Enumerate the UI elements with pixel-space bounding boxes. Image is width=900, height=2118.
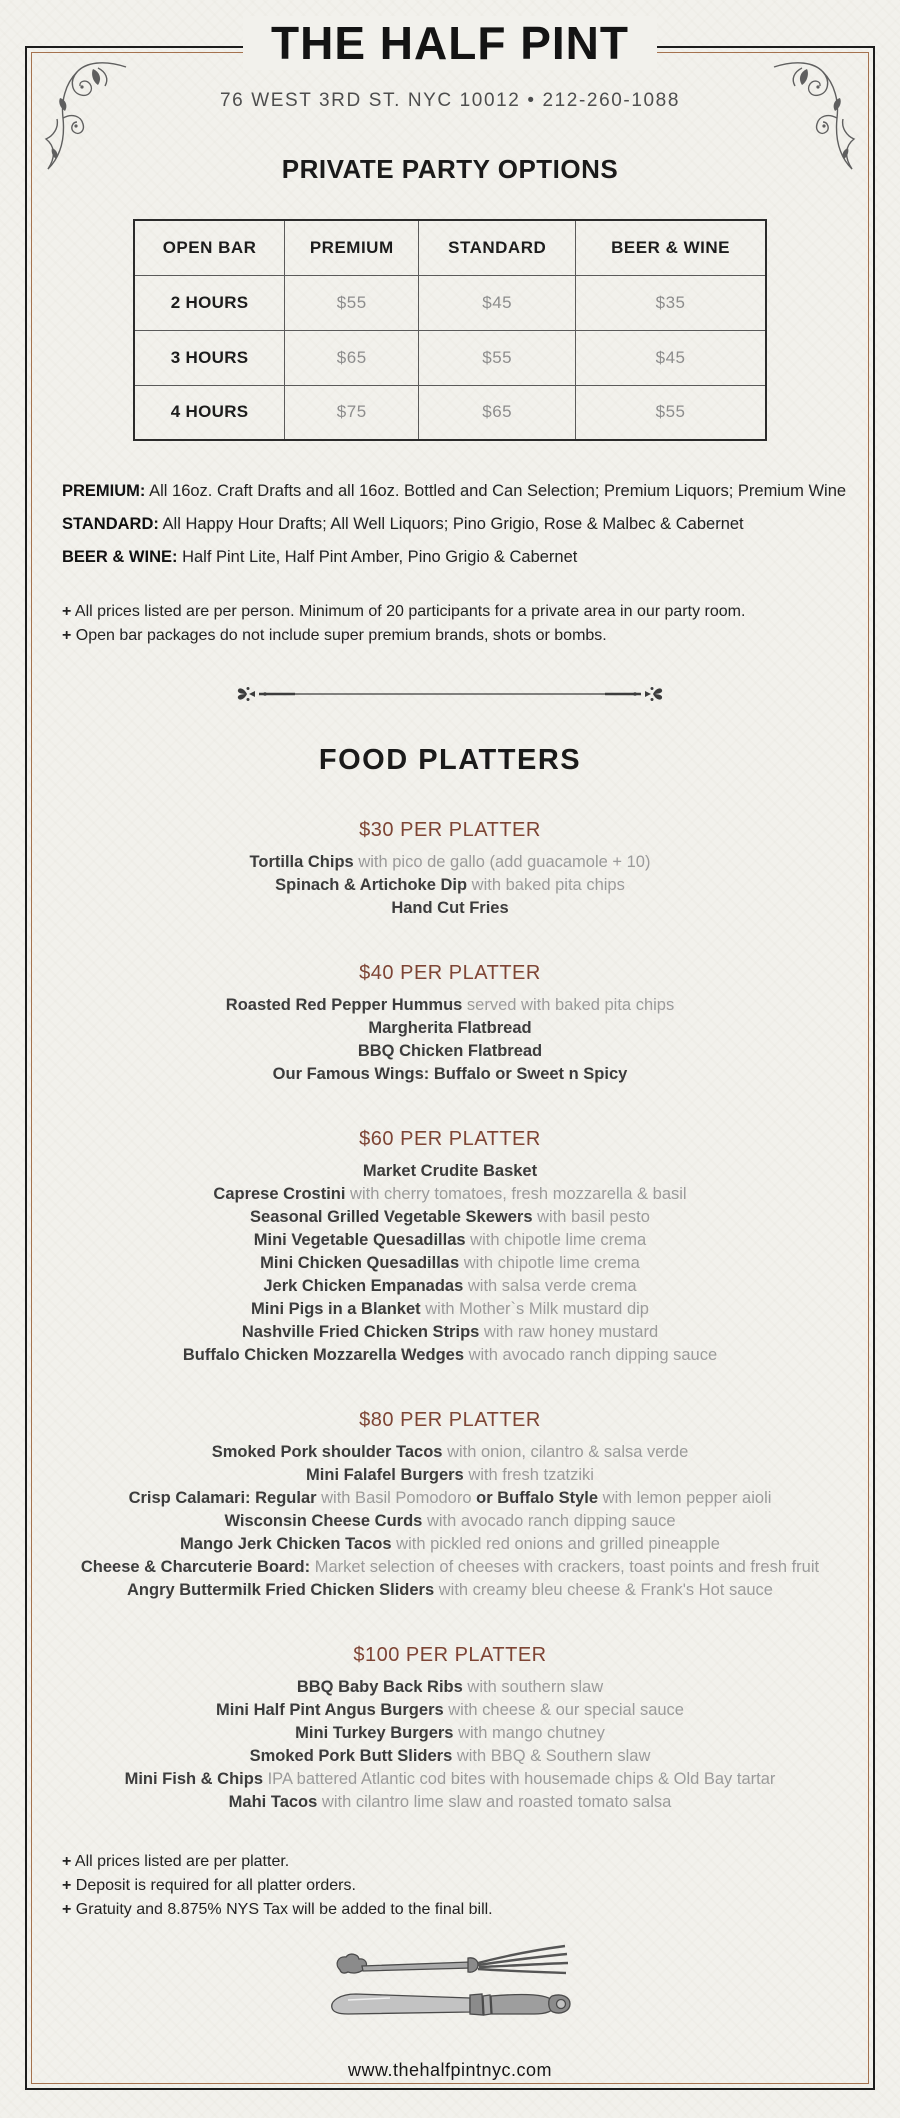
item-description: with chipotle lime crema [459,1254,640,1272]
platter-item [0,1676,900,1699]
platter-section [0,819,900,920]
platter-item [0,1183,900,1206]
plus-marker: + [62,603,72,620]
item-name: Mini Turkey Burgers [295,1724,454,1742]
item-description: with pico de gallo (add guacamole + 10) [353,853,651,871]
note-line: + Gratuity and 8.875% NYS Tax will be added to the final bill. [62,1901,493,1918]
table-row [134,275,766,330]
platter-item [0,1040,900,1063]
item-name: Jerk Chicken Empanadas [263,1277,464,1295]
item-name: Wisconsin Cheese Curds [224,1512,423,1530]
platter-item [0,1275,900,1298]
item-name: Smoked Pork Butt Sliders [249,1747,453,1765]
platter-item [0,1441,900,1464]
item-name: Mahi Tacos [228,1793,318,1811]
item-name: Tortilla Chips [249,853,354,871]
item-description: with salsa verde crema [463,1277,637,1295]
item-name: Mini Chicken Quesadillas [260,1254,460,1272]
platter-item [0,897,900,920]
table-price-cell: $45 [576,330,766,385]
table-price-cell: $55 [419,330,576,385]
platter-item-list [0,1441,900,1602]
item-description: with cilantro lime slaw and roasted tomato salsa [317,1793,672,1811]
plus-marker: + [62,1877,72,1894]
table-header-cell: STANDARD [419,220,576,275]
platter-price-heading: $40 PER PLATTER [359,962,541,984]
platter-item [0,1533,900,1556]
item-name: Mini Pigs in a Blanket [251,1300,421,1318]
item-name: Seasonal Grilled Vegetable Skewers [250,1208,533,1226]
table-price-cell: $45 [419,275,576,330]
platter-price-heading: $30 PER PLATTER [359,819,541,841]
item-name: or Buffalo Style [476,1489,599,1507]
item-name: BBQ Baby Back Ribs [296,1678,463,1696]
item-description: with Basil Pomodoro [316,1489,477,1507]
package-description-line: STANDARD: All Happy Hour Drafts; All Well Liquors; Pino Grigio, Rose & Malbec & Cabernet [62,515,744,533]
platter-item [0,874,900,897]
item-description: with fresh tzatziki [463,1466,594,1484]
note-line: + Deposit is required for all platter orders. [62,1877,356,1894]
plus-marker: + [62,1901,72,1918]
restaurant-title: THE HALF PINT [243,16,657,70]
item-name: BBQ Chicken Flatbread [357,1042,543,1060]
item-name: Roasted Red Pepper Hummus [225,996,463,1014]
platter-item [0,851,900,874]
platter-item [0,1791,900,1814]
platter-item [0,1745,900,1768]
platter-item-list [0,994,900,1086]
table-price-cell: $55 [576,385,766,440]
address-line: 76 WEST 3RD ST. NYC 10012 • 212-260-1088 [219,90,680,111]
platter-item [0,1063,900,1086]
platter-item [0,1722,900,1745]
table-row [134,385,766,440]
table-row-label: 2 HOURS [134,275,285,330]
platter-item [0,1206,900,1229]
platter-section [0,1409,900,1602]
item-name: Hand Cut Fries [391,899,509,917]
item-description: with cherry tomatoes, fresh mozzarella & basil [345,1185,687,1203]
table-row-label: 4 HOURS [134,385,285,440]
package-name-label: STANDARD: [62,515,159,533]
item-description: with Mother`s Milk mustard dip [420,1300,649,1318]
website-url: www.thehalfpintnyc.com [347,2060,553,2080]
platter-price-heading: $60 PER PLATTER [359,1128,541,1150]
item-name: Nashville Fried Chicken Strips [241,1323,480,1341]
platter-item-list [0,1160,900,1367]
item-name: Angry Buttermilk Fried Chicken Sliders [127,1581,435,1599]
note-line: + All prices listed are per platter. [62,1853,290,1870]
item-description: with pickled red onions and grilled pineapple [391,1535,720,1553]
item-name: Mini Falafel Burgers [306,1466,464,1484]
platter-item [0,994,900,1017]
item-description: served with baked pita chips [462,996,675,1014]
item-name: Mini Half Pint Angus Burgers [216,1701,444,1719]
platter-price-heading: $100 PER PLATTER [353,1644,547,1666]
item-description: with onion, cilantro & salsa verde [442,1443,689,1461]
item-name: Market Crudite Basket [362,1162,538,1180]
table-row [134,330,766,385]
platter-item [0,1510,900,1533]
note-line: + All prices listed are per person. Minimum of 20 participants for a private area in our party room. [62,603,746,620]
item-name: Crisp Calamari: Regular [128,1489,317,1507]
item-description: with mango chutney [453,1724,605,1742]
platter-section [0,1644,900,1814]
fork-and-knife-icon [320,1942,580,2046]
platter-item [0,1579,900,1602]
platter-item [0,1464,900,1487]
platter-section [0,1128,900,1367]
platter-section [0,962,900,1086]
table-price-cell: $75 [285,385,419,440]
platter-item [0,1017,900,1040]
package-name-label: BEER & WINE: [62,548,178,566]
plus-marker: + [62,1853,72,1870]
item-description: with raw honey mustard [479,1323,659,1341]
item-name: Mini Vegetable Quesadillas [253,1231,466,1249]
package-description-line: BEER & WINE: Half Pint Lite, Half Pint Amber, Pino Grigio & Cabernet [62,548,578,566]
table-header-cell: OPEN BAR [134,220,285,275]
section-title-private-party: PRIVATE PARTY OPTIONS [281,154,619,184]
item-description: Market selection of cheeses with crackers, toast points and fresh fruit [310,1558,820,1576]
platter-price-heading: $80 PER PLATTER [359,1409,541,1431]
item-name: Buffalo Chicken Mozzarella Wedges [182,1346,464,1364]
table-row-label: 3 HOURS [134,330,285,385]
table-price-cell: $55 [285,275,419,330]
item-name: Cheese & Charcuterie Board: [80,1558,311,1576]
item-description: with BBQ & Southern slaw [452,1747,651,1765]
item-description: IPA battered Atlantic cod bites with housemade chips & Old Bay tartar [263,1770,776,1788]
item-name: Spinach & Artichoke Dip [275,876,468,894]
note-line: + Open bar packages do not include super premium brands, shots or bombs. [62,627,607,644]
platter-item [0,1699,900,1722]
platter-item [0,1160,900,1183]
platter-item-list [0,1676,900,1814]
item-name: Mango Jerk Chicken Tacos [180,1535,392,1553]
section-divider-icon [235,684,665,704]
item-description: with basil pesto [532,1208,650,1226]
item-description: with baked pita chips [467,876,625,894]
platter-item [0,1556,900,1579]
platter-item [0,1298,900,1321]
section-title-food-platters: FOOD PLATTERS [318,744,582,776]
item-description: with southern slaw [462,1678,604,1696]
package-description-line: PREMIUM: All 16oz. Craft Drafts and all 16oz. Bottled and Can Selection; Premium Liquors; Premium Wine [62,482,847,500]
platter-item [0,1487,900,1510]
item-description: with cheese & our special sauce [443,1701,684,1719]
table-header-row [134,220,766,275]
item-name: Smoked Pork shoulder Tacos [211,1443,443,1461]
item-name: Mini Fish & Chips [124,1770,264,1788]
item-description: with lemon pepper aioli [598,1489,772,1507]
plus-marker: + [62,627,72,644]
platter-item [0,1252,900,1275]
open-bar-table [133,219,767,441]
item-name: Caprese Crostini [213,1185,346,1203]
table-price-cell: $65 [285,330,419,385]
platter-item [0,1321,900,1344]
platter-item-list [0,851,900,920]
item-name: Margherita Flatbread [368,1019,532,1037]
table-header-cell: PREMIUM [285,220,419,275]
platter-item [0,1768,900,1791]
food-platter-sections [0,819,900,1814]
package-descriptions [62,475,900,574]
platter-notes [62,1850,900,1922]
platter-item [0,1229,900,1252]
item-description: with avocado ranch dipping sauce [464,1346,718,1364]
item-name: Our Famous Wings: Buffalo or Sweet n Spicy [272,1065,628,1083]
item-description: with creamy bleu cheese & Frank's Hot sauce [434,1581,773,1599]
table-price-cell: $35 [576,275,766,330]
item-description: with chipotle lime crema [465,1231,647,1249]
table-price-cell: $65 [419,385,576,440]
table-header-cell: BEER & WINE [576,220,766,275]
item-description: with avocado ranch dipping sauce [422,1512,676,1530]
package-name-label: PREMIUM: [62,482,146,500]
party-notes [62,600,900,648]
platter-item [0,1344,900,1367]
